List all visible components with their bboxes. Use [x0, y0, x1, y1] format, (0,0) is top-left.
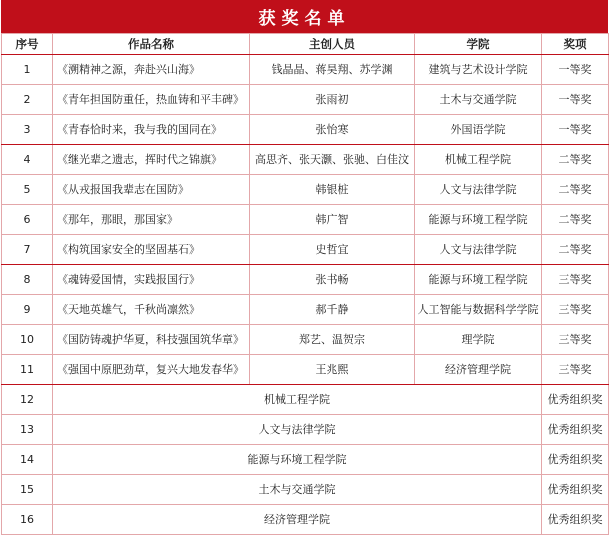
org-award-row	[2, 445, 609, 475]
table-row	[2, 205, 609, 235]
row-college: 机械工程学院	[415, 145, 542, 175]
row-college: 外国语学院	[415, 115, 542, 145]
org-award-row	[2, 475, 609, 505]
row-no: 9	[2, 295, 53, 325]
row-college: 能源与环境工程学院	[415, 205, 542, 235]
row-award: 二等奖	[542, 175, 609, 205]
row-author: 张书畅	[250, 265, 415, 295]
row-award: 一等奖	[542, 115, 609, 145]
table-row	[2, 295, 609, 325]
row-no: 1	[2, 55, 53, 85]
row-work: 《国防铸魂护华夏，科技强国筑华章》	[53, 325, 250, 355]
row-work: 《青春恰时来，我与我的国同在》	[53, 115, 250, 145]
row-award: 优秀组织奖	[542, 385, 609, 415]
row-work: 《天地英雄气，千秋尚凛然》	[53, 295, 250, 325]
row-author: 高思齐、张天灏、张驰、白佳汶	[250, 145, 415, 175]
row-college: 人文与法律学院	[415, 175, 542, 205]
table-row	[2, 85, 609, 115]
row-no: 12	[2, 385, 53, 415]
table-row	[2, 355, 609, 385]
row-work: 《魂铸爱国情，实践报国行》	[53, 265, 250, 295]
row-award: 三等奖	[542, 295, 609, 325]
table-row	[2, 55, 609, 85]
row-award: 二等奖	[542, 205, 609, 235]
row-no: 6	[2, 205, 53, 235]
row-college: 理学院	[415, 325, 542, 355]
row-award: 优秀组织奖	[542, 475, 609, 505]
row-award: 三等奖	[542, 325, 609, 355]
row-work: 《构筑国家安全的坚固基石》	[53, 235, 250, 265]
table-row	[2, 175, 609, 205]
row-award: 优秀组织奖	[542, 505, 609, 535]
row-college: 土木与交通学院	[53, 475, 542, 505]
row-college: 经济管理学院	[53, 505, 542, 535]
row-no: 16	[2, 505, 53, 535]
org-award-row	[2, 415, 609, 445]
row-author: 郑艺、温贺宗	[250, 325, 415, 355]
row-college: 能源与环境工程学院	[53, 445, 542, 475]
row-author: 钱晶晶、蒋昊翔、苏学渊	[250, 55, 415, 85]
row-no: 5	[2, 175, 53, 205]
row-college: 能源与环境工程学院	[415, 265, 542, 295]
row-author: 张雨初	[250, 85, 415, 115]
header-author: 主创人员	[250, 34, 415, 55]
header-work: 作品名称	[53, 34, 250, 55]
row-work: 《溯精神之源，奔赴兴山海》	[53, 55, 250, 85]
row-award: 三等奖	[542, 265, 609, 295]
table-row	[2, 235, 609, 265]
row-college: 人文与法律学院	[53, 415, 542, 445]
row-no: 3	[2, 115, 53, 145]
row-award: 三等奖	[542, 355, 609, 385]
row-work: 《强国中原肥劲草，复兴大地发春华》	[53, 355, 250, 385]
row-college: 土木与交通学院	[415, 85, 542, 115]
row-work: 《那年，那眼，那国家》	[53, 205, 250, 235]
header-award: 奖项	[542, 34, 609, 55]
row-author: 史哲宜	[250, 235, 415, 265]
header-college: 学院	[415, 34, 542, 55]
row-author: 郝千静	[250, 295, 415, 325]
row-no: 15	[2, 475, 53, 505]
row-no: 10	[2, 325, 53, 355]
row-author: 韩广智	[250, 205, 415, 235]
header-no: 序号	[2, 34, 53, 55]
row-author: 韩银桩	[250, 175, 415, 205]
row-work: 《从戎报国我辈志在国防》	[53, 175, 250, 205]
row-award: 优秀组织奖	[542, 445, 609, 475]
row-college: 机械工程学院	[53, 385, 542, 415]
table-row	[2, 325, 609, 355]
row-no: 2	[2, 85, 53, 115]
table-row	[2, 145, 609, 175]
row-award: 二等奖	[542, 235, 609, 265]
row-author: 张怡寒	[250, 115, 415, 145]
row-award: 优秀组织奖	[542, 415, 609, 445]
row-no: 8	[2, 265, 53, 295]
row-award: 一等奖	[542, 55, 609, 85]
row-college: 人工智能与数据科学学院	[415, 295, 542, 325]
award-table	[1, 33, 609, 535]
row-no: 4	[2, 145, 53, 175]
table-row	[2, 265, 609, 295]
page-title: 获奖名单	[1, 0, 608, 33]
row-no: 7	[2, 235, 53, 265]
org-award-row	[2, 385, 609, 415]
row-no: 13	[2, 415, 53, 445]
row-college: 经济管理学院	[415, 355, 542, 385]
table-header-row	[2, 34, 609, 55]
row-author: 王兆熙	[250, 355, 415, 385]
row-no: 11	[2, 355, 53, 385]
row-award: 二等奖	[542, 145, 609, 175]
table-row	[2, 115, 609, 145]
row-college: 建筑与艺术设计学院	[415, 55, 542, 85]
row-no: 14	[2, 445, 53, 475]
row-award: 一等奖	[542, 85, 609, 115]
row-work: 《青年担国防重任，热血铸和平丰碑》	[53, 85, 250, 115]
award-list	[1, 0, 608, 535]
org-award-row	[2, 505, 609, 535]
row-college: 人文与法律学院	[415, 235, 542, 265]
row-work: 《继光辈之遗志，挥时代之锦旗》	[53, 145, 250, 175]
